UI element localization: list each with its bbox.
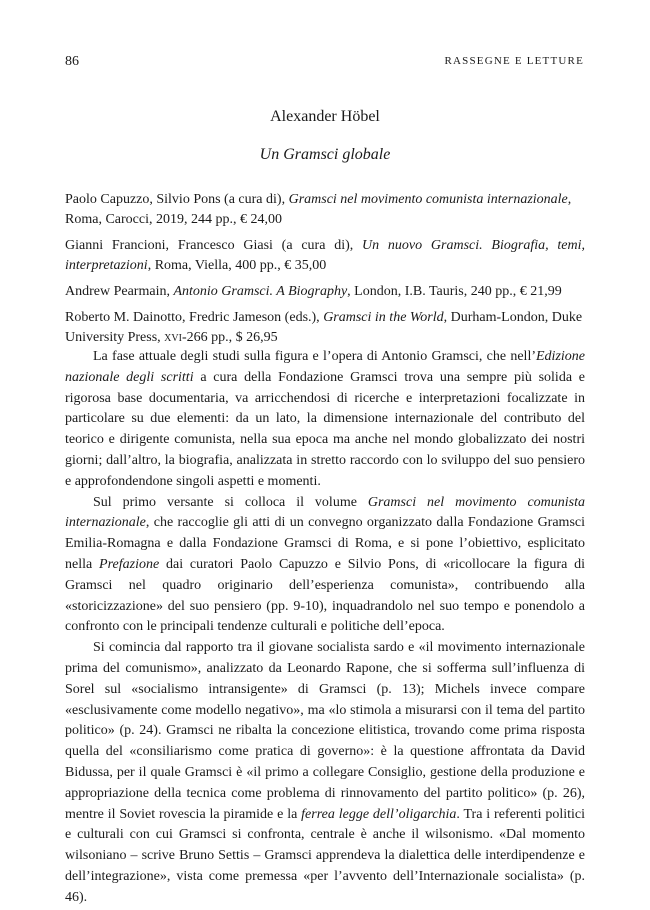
paragraph-italic-text: Prefazione [99, 556, 160, 572]
page-number: 86 [65, 54, 79, 69]
paragraph-italic-text: Edizione nazionale degli scritti [65, 349, 585, 385]
reference-item [65, 190, 585, 230]
reference-details: , Roma, Carocci, 2019, 244 pp., € 24,00 [65, 192, 572, 227]
paragraph-text: , che raccoglie gli atti di un convegno organizzato dalla Fondazione Gramsci Emilia-Romagna e dalla Fondazione Gramsci di Roma, e si pone l’obiettivo, esplicitato nella [65, 515, 585, 572]
reference-details: -266 pp., $ 26,95 [181, 330, 278, 345]
reference-authors: Gianni Francioni, Francesco Giasi (a cura di), [65, 238, 363, 253]
reference-details: , Durham-London, Duke University Press, [65, 310, 583, 345]
paragraph-text: Si comincia dal rapporto tra il giovane socialista sardo e «il movimento internazionale prima del comunismo», analizzato da Leonardo Rapone, che si sofferma sull’influenza di Sorel sul «socialismo intransigente» di Gramsci (p. 13); Michels invece compare «esclusivamente come modello negativo», ma «lo stimola a misurarsi con il tema del partito politico» (p. 24). Gramsci ne ribalta la concezione elitistica, trovando come prima risposta quella del «consiliarismo come pratica di governo»: è la questione affrontata da David Bidussa, per il quale Gramsci è «il primo a collegare Consiglio, gestione della produzione e appropriazione della tecnica come problema di rinnovamento del partito politico» (p. 26), mentre il Soviet rovescia la piramide e la [65, 640, 585, 822]
running-head: RASSEGNE E LETTURE [444, 55, 584, 67]
reference-details: , Roma, Viella, 400 pp., € 35,00 [147, 258, 327, 273]
reference-book-title: Gramsci nel movimento comunista internazionale [288, 192, 568, 207]
paragraph-text: a cura della Fondazione Gramsci trova una sempre più solida e rigorosa base documentaria, va arricchendosi di ricerche e interpretazioni focalizzate in particolare su due elementi: da un lato, la dimensione internazionale del contributo del teorico e dirigente comunista, nella sua epoca ma anche nel mondo globalizzato dei nostri giorni; dall’altro, la biografia, analizzata in stretto raccordo con lo sviluppo del suo pensiero e approfondendone singoli aspetti e momenti. [65, 369, 585, 489]
paragraph-italic-text: Gramsci nel movimento comunista internazionale [65, 494, 585, 531]
reference-item [65, 308, 585, 348]
reference-book-title: Antonio Gramsci. A Biography [173, 284, 348, 299]
reference-roman-pages: xvi [164, 330, 182, 345]
reference-authors: Andrew Pearmain, [65, 284, 174, 299]
body-paragraph-1 [65, 347, 585, 493]
article-title: Un Gramsci globale [259, 146, 391, 163]
reference-details: , London, I.B. Tauris, 240 pp., € 21,99 [347, 284, 562, 299]
body-paragraph-3 [65, 638, 585, 908]
reference-authors: Paolo Capuzzo, Silvio Pons (a cura di), [65, 192, 289, 207]
reference-book-title: Gramsci in the World [323, 310, 444, 325]
paragraph-italic-text: ferrea legge dell’oligarchia [301, 806, 457, 822]
reference-item [65, 236, 585, 276]
page-header [65, 54, 584, 74]
paragraph-text: dai curatori Paolo Capuzzo e Silvio Pons, di «ricollocare la figura di Gramsci nel quadro originario dell’esperienza comunista», contribuendo alla «storicizzazione» del suo pensiero (pp. 9-10), inquadrandolo nel suo tempo e ponendolo a confronto con le principali tendenze culturali e politiche dell’epoca. [65, 556, 585, 635]
paragraph-text: La fase attuale degli studi sulla figura e l’opera di Antonio Gramsci, che nell’ [93, 349, 536, 364]
article-body [65, 347, 585, 909]
reference-item [65, 282, 585, 302]
reference-book-title: Un nuovo Gramsci. Biografia, temi, interpretazioni [65, 238, 585, 273]
article-author: Alexander Höbel [270, 108, 380, 125]
reference-authors: Roberto M. Dainotto, Fredric Jameson (eds.), [65, 310, 324, 325]
reviewed-books-list [65, 190, 585, 354]
paragraph-text: Sul primo versante si colloca il volume [93, 494, 368, 510]
paragraph-text: . Tra i referenti politici e culturali con cui Gramsci si confronta, centrale è anche il wilsonismo. «Dal momento wilsoniano – scrive Bruno Settis – Gramsci apprendeva la dialettica delle interdipendenze e dell’integrazione», vista come premessa «per l’avvento dell’Internazionale socialista» (p. 46). [65, 806, 585, 905]
body-paragraph-2 [65, 493, 585, 639]
